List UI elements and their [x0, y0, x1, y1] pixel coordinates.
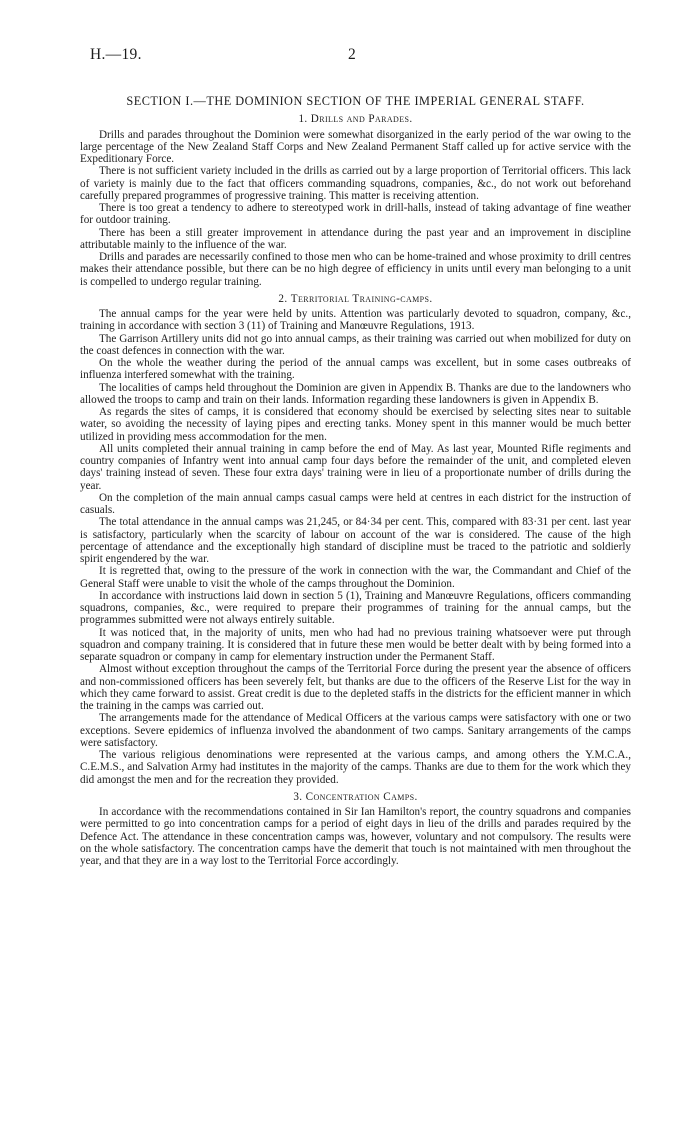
section-title: SECTION I.—THE DOMINION SECTION OF THE IMPERIAL GENERAL STAFF.	[126, 94, 585, 108]
subsection-concentration-camps	[80, 791, 631, 868]
paragraph: Almost without exception throughout the camps of the Territorial Force during the present year the absence of officers and non-commissioned officers has been severely felt, but thanks are due to the officers of the Reserve List for the way in which they came forward to assist. Great credit is due to the depleted staffs in the districts for the efficient manner in which the training in the camps was carried out.	[80, 663, 631, 712]
paragraph: In accordance with instructions laid down in section 5 (1), Training and Manœuvre Regulations, officers commanding squadrons, companies, &c., were required to prepare their programmes of training for the annual camps, but the programmes submitted were not always entirely suitable.	[80, 589, 631, 627]
paragraph: As regards the sites of camps, it is considered that economy should be exercised by selecting sites near to suitable water, so avoiding the necessity of laying pipes and erecting tanks. Money spent in this manner would be much better utilized in providing mess accommodation for the men.	[80, 406, 631, 443]
page-header	[90, 46, 630, 66]
paragraph: All units completed their annual training in camp before the end of May. As last year, Mounted Rifle regiments and country companies of Infantry went into annual camp four days before the remainder of the unit, and completed eleven days' training instead of seven. These four extra days' training were in lieu of a proportionate number of drills during the year.	[80, 442, 631, 492]
paragraph: In accordance with the recommendations contained in Sir Ian Hamilton's report, the country squadrons and companies were permitted to go into concentration camps for a period of eight days in lieu of the drills and parades required by the Defence Act. The attendance in these concentration camps was, however, voluntary and not compulsory. The results were on the whole satisfactory. The concentration camps have the demerit that touch is not maintained with men throughout the year, and that they are in a way lost to the Territorial Force accordingly.	[80, 806, 631, 867]
document-reference: H.—19.	[90, 46, 142, 63]
subsection-title: Territorial Training-camps.	[290, 292, 433, 305]
subsection-heading	[80, 113, 631, 125]
paragraph: Drills and parades are necessarily confined to those men who can be home-trained and whose proximity to drill centres makes their attendance possible, but there can be no high degree of efficiency in units until every man belonging to a unit is compelled to undergo regular training.	[80, 251, 631, 288]
paragraph: It was noticed that, in the majority of units, men who had had no previous training whatsoever were put through squadron and company training. It is considered that in future these men would be better dealt with by being formed into a separate squadron or company in camp for elementary instruction under the Permanent Staff.	[80, 626, 631, 663]
subsection-drills-and-parades	[80, 113, 631, 288]
paragraph: The annual camps for the year were held by units. Attention was particularly devoted to squadron, company, &c., training in accordance with section 3 (11) of Training and Manœuvre Regulations, 1913.	[80, 308, 631, 333]
subsection-number: 1.	[298, 113, 308, 126]
paragraph: There is too great a tendency to adhere to stereotyped work in drill-halls, instead of taking advantage of fine weather for outdoor training.	[80, 202, 631, 227]
subsection-territorial-training-camps	[80, 293, 631, 786]
subsection-number: 3.	[293, 790, 303, 803]
paragraph: On the completion of the main annual camps casual camps were held at centres in each district for the instruction of casuals.	[80, 491, 631, 516]
paragraph: The localities of camps held throughout the Dominion are given in Appendix B. Thanks are due to the landowners who allowed the troops to camp and train on their lands. Information regarding these landowners is given in Appendix B.	[80, 381, 631, 406]
paragraph: The total attendance in the annual camps was 21,245, or 84·34 per cent. This, compared with 83·31 per cent. last year is satisfactory, particularly when the scarcity of labour on account of the war is considered. The cause of the high percentage of attendance and the exceptionally high standard of discipline must be traced to the patriotic and soldierly spirit engendered by the war.	[80, 516, 631, 565]
page-content	[80, 95, 631, 867]
subsection-title: Concentration Camps.	[305, 790, 418, 803]
page-number: 2	[348, 46, 356, 63]
paragraph: There has been a still greater improvement in attendance during the past year and an improvement in discipline attributable mainly to the influence of the war.	[80, 226, 631, 251]
paragraph: Drills and parades throughout the Dominion were somewhat disorganized in the early period of the war owing to the large percentage of the New Zealand Staff Corps and New Zealand Permanent Staff called up for active service with the Expeditionary Force.	[80, 128, 631, 165]
subsection-title: Drills and Parades.	[310, 113, 413, 126]
paragraph: The arrangements made for the attendance of Medical Officers at the various camps were satisfactory with one or two exceptions. Severe epidemics of influenza involved the abandonment of two camps. Sanitary arrangements of the camps were satisfactory.	[80, 712, 631, 749]
subsection-heading	[80, 791, 631, 803]
paragraph: It is regretted that, owing to the pressure of the work in connection with the war, the Commandant and Chief of the General Staff were unable to visit the whole of the camps throughout the Dominion.	[80, 565, 631, 590]
paragraph: The various religious denominations were represented at the various camps, and among others the Y.M.C.A., C.E.M.S., and Salvation Army had institutes in the majority of the camps. Thanks are due to them for the work which they did amongst the men and for the recreation they provided.	[80, 749, 631, 786]
paragraph: There is not sufficient variety included in the drills as carried out by a large proportion of Territorial officers. This lack of variety is mainly due to the fact that officers commanding squadrons, companies, &c., do not work out beforehand carefully prepared programmes of progressive training. This matter is receiving attention.	[80, 165, 631, 202]
paragraph: On the whole the weather during the period of the annual camps was excellent, but in some cases outbreaks of influenza interfered somewhat with the training.	[80, 357, 631, 382]
subsection-heading	[80, 293, 631, 305]
subsection-number: 2.	[278, 292, 288, 305]
paragraph: The Garrison Artillery units did not go into annual camps, as their training was carried out when mobilized for duty on the coast defences in connection with the war.	[80, 332, 631, 357]
